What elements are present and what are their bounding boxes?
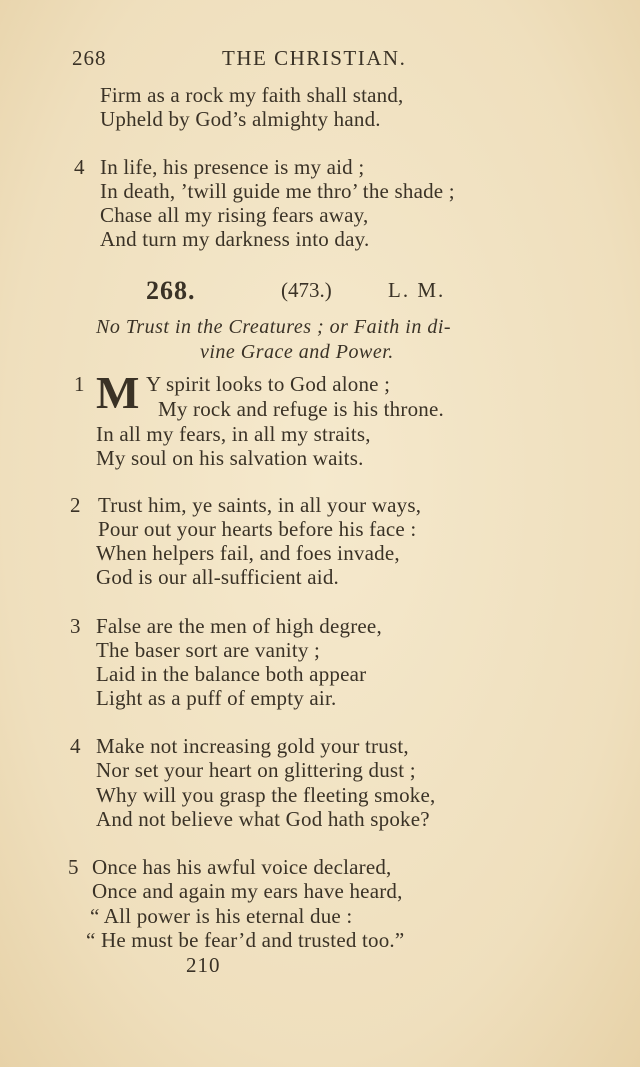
continued-line-1: Firm as a rock my faith shall stand, [100, 83, 404, 107]
verse-line: When helpers fail, and foes invade, [96, 541, 400, 565]
hymn-number: 268. [146, 276, 196, 305]
verse-line: Once has his awful voice declared, [92, 855, 392, 879]
verse-number: 1 [74, 372, 85, 396]
verse-line: In life, his presence is my aid ; [100, 155, 365, 179]
verse-line: Pour out your hearts before his face : [98, 517, 417, 541]
verse-line: “ He must be fear’d and trusted too.” [86, 928, 405, 952]
verse-line: Nor set your heart on glittering dust ; [96, 758, 416, 782]
verse-line: God is our all-sufficient aid. [96, 565, 339, 589]
verse-line: Chase all my rising fears away, [100, 203, 369, 227]
verse-number: 5 [68, 855, 79, 879]
verse-line: The baser sort are vanity ; [96, 638, 321, 662]
page-number: 268 [72, 46, 107, 70]
verse-line: And not believe what God hath spoke? [96, 807, 430, 831]
verse-line: “ All power is his eternal due : [90, 904, 353, 928]
verse-line: Y spirit looks to God alone ; [146, 372, 391, 396]
verse-line: My soul on his salvation waits. [96, 446, 364, 470]
hymn-subtitle-line-1: No Trust in the Creatures ; or Faith in di- [96, 316, 452, 338]
verse-line: In death, ’twill guide me thro’ the shade ; [100, 179, 455, 203]
verse-line: Laid in the balance both appear [96, 662, 367, 686]
verse-number: 2 [70, 493, 81, 517]
hymn-subtitle-line-2: vine Grace and Power. [200, 341, 394, 363]
hymn-meter: L. M. [388, 278, 446, 302]
verse-line: And turn my darkness into day. [100, 227, 370, 251]
running-title: THE CHRISTIAN. [222, 46, 407, 70]
hymn-reference: (473.) [281, 278, 332, 302]
verse-line: Once and again my ears have heard, [92, 879, 403, 903]
verse-line: Make not increasing gold your trust, [96, 734, 409, 758]
verse-number: 4 [70, 734, 81, 758]
signature-mark: 210 [186, 953, 221, 977]
verse-line: In all my fears, in all my straits, [96, 422, 371, 446]
verse-line: My rock and refuge is his throne. [158, 397, 444, 421]
verse-number: 4 [74, 155, 85, 179]
verse-line: False are the men of high degree, [96, 614, 382, 638]
drop-cap: M [96, 367, 140, 418]
verse-line: Light as a puff of empty air. [96, 686, 337, 710]
verse-number: 3 [70, 614, 81, 638]
verse-line: Trust him, ye saints, in all your ways, [98, 493, 422, 517]
continued-line-2: Upheld by God’s almighty hand. [100, 107, 381, 131]
verse-line: Why will you grasp the fleeting smoke, [96, 783, 436, 807]
